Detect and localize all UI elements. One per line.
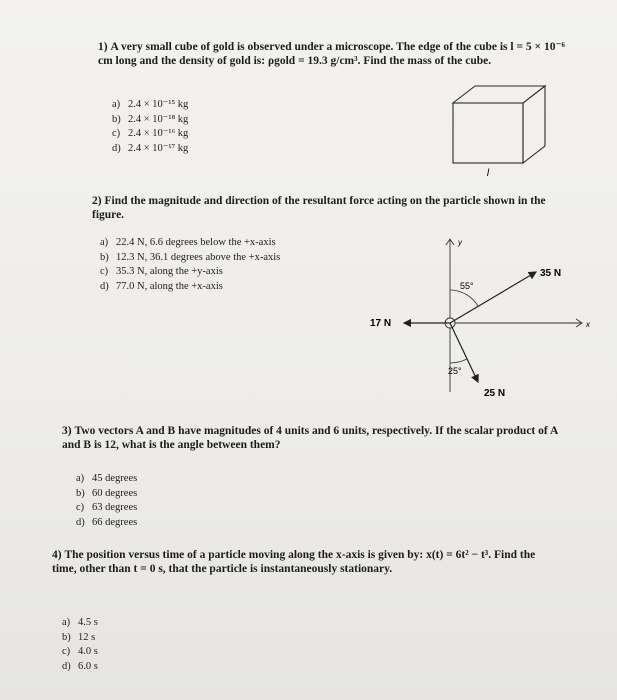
- option-c[interactable]: [62, 645, 98, 660]
- option-d[interactable]: [76, 516, 137, 531]
- y-axis-label: y: [458, 238, 462, 247]
- question-text: A very small cube of gold is observed under a microscope. The edge of the cube is l = 5 × 10⁻⁶ cm long and the density of gold is: ρgold = 19.3 g/cm³. Find the mass of the cube.: [98, 41, 565, 67]
- x-axis-label: x: [586, 320, 590, 329]
- option-text: 4.5 s: [78, 617, 98, 628]
- force-diagram: [360, 232, 600, 404]
- option-label: a): [76, 473, 85, 484]
- option-a[interactable]: [100, 236, 280, 251]
- option-text: 2.4 × 10⁻¹⁷ kg: [128, 142, 189, 154]
- option-text: 35.3 N, along the +y-axis: [116, 266, 223, 277]
- cube-figure: [440, 80, 560, 180]
- cube-side-face: [523, 86, 545, 163]
- option-text: 2.4 × 10⁻¹⁵ kg: [128, 99, 189, 110]
- question-2: [92, 194, 568, 222]
- option-b[interactable]: [62, 631, 98, 646]
- option-a[interactable]: [62, 616, 98, 631]
- option-label: a): [100, 237, 109, 248]
- force-vector-35n: [450, 272, 536, 323]
- option-label: b): [76, 487, 85, 499]
- angle-label-55: 55°: [460, 281, 474, 291]
- option-label: d): [100, 280, 109, 292]
- option-label: b): [62, 631, 71, 643]
- option-a[interactable]: [76, 472, 137, 487]
- option-text: 2.4 × 10⁻¹⁶ kg: [128, 128, 189, 139]
- question-4-options: [62, 616, 98, 674]
- option-label: a): [112, 99, 121, 110]
- option-text: 66 degrees: [92, 516, 138, 528]
- force-label-35n: 35 N: [540, 268, 562, 279]
- option-text: 63 degrees: [92, 502, 138, 513]
- cube-edge-label: l: [486, 168, 490, 179]
- question-1-options: [112, 98, 188, 156]
- cube-top-face: [453, 86, 545, 103]
- option-c[interactable]: [76, 501, 137, 516]
- option-a[interactable]: [112, 98, 188, 113]
- angle-arc-25: [450, 359, 467, 363]
- question-text: Find the magnitude and direction of the resultant force acting on the particle shown in the figure.: [92, 195, 546, 221]
- option-c[interactable]: [100, 265, 280, 280]
- option-text: 12.3 N, 36.1 degrees above the +x-axis: [116, 251, 281, 263]
- question-number: 4): [52, 549, 62, 561]
- force-label-25n: 25 N: [484, 388, 506, 399]
- option-text: 22.4 N, 6.6 degrees below the +x-axis: [116, 237, 276, 248]
- option-label: b): [112, 113, 121, 125]
- option-d[interactable]: [112, 142, 188, 157]
- option-text: 2.4 × 10⁻¹⁸ kg: [128, 113, 189, 125]
- option-text: 77.0 N, along the +x-axis: [116, 280, 223, 292]
- angle-arc-55: [450, 290, 478, 306]
- cube-front-face: [453, 103, 523, 163]
- question-number: 1): [98, 41, 108, 53]
- question-number: 2): [92, 195, 102, 207]
- question-3: [62, 424, 562, 452]
- question-1: [98, 40, 576, 68]
- question-4: [52, 548, 562, 576]
- option-text: 12 s: [78, 631, 96, 643]
- option-c[interactable]: [112, 127, 188, 142]
- option-text: 4.0 s: [78, 646, 98, 657]
- force-label-17n: 17 N: [370, 318, 392, 329]
- option-text: 60 degrees: [92, 487, 138, 499]
- option-b[interactable]: [76, 487, 137, 502]
- option-text: 6.0 s: [78, 660, 98, 672]
- option-b[interactable]: [112, 113, 188, 128]
- question-number: 3): [62, 425, 72, 437]
- option-label: c): [62, 646, 71, 657]
- option-label: b): [100, 251, 109, 263]
- option-d[interactable]: [100, 280, 280, 295]
- option-text: 45 degrees: [92, 473, 138, 484]
- option-label: d): [112, 142, 121, 154]
- option-label: d): [76, 516, 85, 528]
- option-b[interactable]: [100, 251, 280, 266]
- option-label: c): [100, 266, 109, 277]
- angle-label-25: 25°: [448, 366, 462, 376]
- question-3-options: [76, 472, 137, 530]
- option-label: a): [62, 617, 71, 628]
- option-label: c): [76, 502, 85, 513]
- question-text: Two vectors A and B have magnitudes of 4 units and 6 units, respectively. If the scalar product of A and B is 12, what is the angle between them?: [62, 425, 558, 451]
- question-text: The position versus time of a particle moving along the x-axis is given by: x(t) = 6t² − t³. Find the time, other than t = 0 s, that the particle is instantaneously stationary.: [52, 549, 536, 575]
- question-2-options: [100, 236, 280, 294]
- option-d[interactable]: [62, 660, 98, 675]
- option-label: c): [112, 128, 121, 139]
- option-label: d): [62, 660, 71, 672]
